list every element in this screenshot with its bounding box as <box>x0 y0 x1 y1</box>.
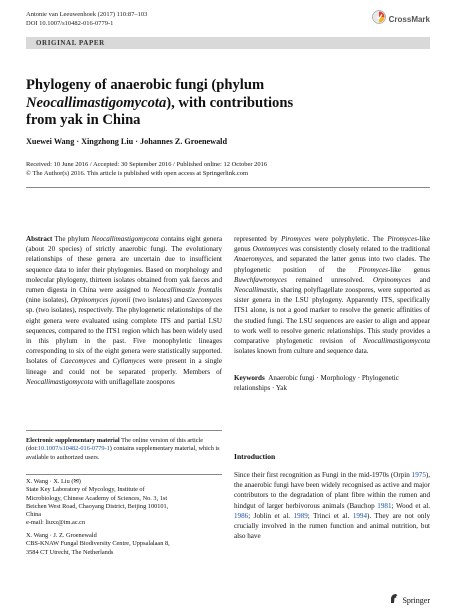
abstract-run: Caecomyces <box>186 296 223 305</box>
abstract-run: with uniflagellate zoospores <box>93 377 175 386</box>
abstract-run: contains eight genera (about 20 species) of strictly anaerobic fungi. The evolutionary relationships of these genera are uncertain due to insufficient sequence data to infer their phylogenies. Based on morphology and molecular phylogeny, thirteen isolates obtained from yak faeces and rumen digesta in China were assigned to <box>26 235 222 295</box>
affiliation-1-email[interactable]: e-mail: liuxz@im.ac.cn <box>26 519 86 527</box>
abstract-column-1 <box>26 234 222 387</box>
affiliation-1-line: China <box>26 511 42 519</box>
article-title <box>26 77 436 130</box>
intro-run: Since their first recognition as Fungi in the mid-1970s (Orpin <box>234 471 412 479</box>
abstract-run: -like genus <box>234 235 430 254</box>
doi-line: DOI 10.1007/s10482-016-0779-1 <box>26 19 114 27</box>
citation-link[interactable]: 1975 <box>411 471 426 479</box>
springer-logo <box>389 591 430 609</box>
esm-post: ) contains supplementary material, which is available to authorized users. <box>26 445 220 461</box>
abstract-run: Oontomyces <box>252 245 288 254</box>
affiliation-2-line: CBS-KNAW Fungal Biodiversity Centre, Uppsalalaan 8, <box>26 540 170 548</box>
abstract-run: -like genus <box>387 265 431 274</box>
affiliation-2-names: X. Wang · J. Z. Groenewald <box>26 532 97 539</box>
intro-run: ; Wood et al. <box>391 501 430 510</box>
affiliation-1-line: Beichen West Road, Chaoyang District, Beijing 100101, <box>26 502 169 510</box>
affiliation-1 <box>26 478 222 528</box>
affiliation-1-line: Microbiology, Chinese Academy of Sciences, No. 3, 1st <box>26 494 168 502</box>
author-list: Xuewei Wang · Xingzhong Liu · Johannes Z. Groenewald <box>26 137 228 146</box>
history-dates: Received: 10 June 2016 / Accepted: 30 September 2016 / Published online: 12 October 2016 <box>26 161 268 168</box>
intro-run: ; Joblin et al. <box>248 511 294 520</box>
abstract-run: were present in a single lineage and could not be separated properly. Members of <box>26 357 222 376</box>
springer-horse-icon <box>389 591 399 609</box>
abstract-run: Orpinomyces <box>373 275 411 284</box>
abstract-run: (nine isolates), <box>26 296 71 305</box>
abstract-run: remained unresolved. <box>286 275 373 284</box>
abstract-run: Caecomyces <box>60 357 96 366</box>
title-part-2: Neocallimastigomycota <box>26 94 167 111</box>
crossmark-icon <box>372 10 386 29</box>
esm-label: Electronic supplementary material <box>26 437 120 444</box>
intro-run: ), the anaerobic fungi have been widely recognised as active and major contributors to the degradation of plant fibre within the rumen and hindgut of larger herbivorous animals (Bauchop <box>234 471 430 510</box>
title-part-4: from yak in China <box>26 112 141 128</box>
abstract-text-1 <box>26 235 222 386</box>
journal-citation <box>26 11 147 28</box>
abstract-text-2 <box>234 235 430 355</box>
affiliation-1-line: State Key Laboratory of Mycology, Institute of <box>26 486 145 494</box>
abstract-run: Cyllamyces <box>112 357 146 366</box>
divider <box>26 187 430 188</box>
abstract-run: The phylum <box>52 235 92 243</box>
keywords-text: Anaerobic fungi · Morphology · Phylogenetic relationships · Yak <box>234 374 399 393</box>
keywords-label: Keywords <box>234 374 265 382</box>
affiliation-2-line: 3584 CT Utrecht, The Netherlands <box>26 548 114 556</box>
abstract-run: Neocallimastix frontalis <box>152 286 222 295</box>
crossmark-label: CrossMark <box>388 15 430 24</box>
abstract-run: Neocallimastigomycota <box>91 235 159 243</box>
article-type-label: ORIGINAL PAPER <box>36 39 105 47</box>
citation-link[interactable]: 1986 <box>234 511 249 520</box>
abstract-run: represented by <box>234 235 282 243</box>
intro-run: ). They are not only crucially involved in the rumen function and animal nutrition, but also have <box>234 511 430 541</box>
keywords <box>234 373 430 393</box>
abstract-run: , and separated the latter genus into two clades. The phylogenetic position of the <box>234 255 430 274</box>
abstract-run: and <box>95 357 113 366</box>
abstract-label: Abstract <box>26 235 53 243</box>
abstract-run: Piromyces <box>358 265 388 274</box>
introduction-heading: Introduction <box>234 452 276 461</box>
journal-line: Antonie van Leeuwenhoek (2017) 110:87–103 <box>26 11 148 18</box>
esm-pre: The online version of this article (doi: <box>26 437 204 453</box>
abstract-run: was consistently closely related to the traditional <box>287 245 430 254</box>
citation-link[interactable]: 1989 <box>293 511 308 520</box>
introduction-text <box>234 470 430 541</box>
affiliation-2 <box>26 532 222 557</box>
abstract-run: Piromyces <box>281 235 311 243</box>
abstract-run: were polyphyletic. The <box>310 235 388 243</box>
crossmark-badge[interactable] <box>372 10 430 29</box>
article-dates <box>26 161 267 178</box>
abstract-run: Orpinomyces joyonii <box>70 296 131 305</box>
abstract-run: Anaeromyces <box>234 255 272 264</box>
citation-link[interactable]: 1994 <box>352 511 367 520</box>
supplementary-note <box>26 437 222 462</box>
intro-run: ; Trinci et al. <box>307 511 353 520</box>
affiliation-1-names: X. Wang · X. Liu (✉) <box>26 478 81 485</box>
abstract-run: isolates known from culture and sequence data. <box>234 347 369 356</box>
abstract-run: (two isolates) and <box>130 296 187 305</box>
footnote-divider-2 <box>26 474 222 475</box>
springer-label: Springer <box>402 595 430 605</box>
copyright-line: © The Author(s) 2016. This article is published with open access at Springerlink.com <box>26 169 249 177</box>
abstract-run: Buwchfawromyces <box>234 275 287 284</box>
footnote-divider <box>26 430 222 431</box>
abstract-run: Piromyces <box>387 235 417 243</box>
abstract-run: Neocallimastigomycota <box>363 337 430 346</box>
abstract-run: , sharing polyflagellate zoospores, were supported as sister genera in the LSU phylogeny. Apparently ITS, specifically ITS1 alone, is not a good marker to resolve the generic affinities of the studied fungi. The LSU sequences are easier to align and appear to work well to resolve generic relationships. This study provides a comparative phylogenetic revision of <box>234 286 430 346</box>
abstract-run: and <box>410 275 430 284</box>
abstract-run: sp. (two isolates), respectively. The phylogenetic relationships of the eight genera were evaluated using complete ITS and partial LSU sequences, compared to the ITS1 region which has been widely used in this phylum in the past. Five monophyletic lineages corresponding to six of the eight genera were statistically supported. Isolates of <box>26 306 222 366</box>
esm-doi-link[interactable]: 10.1007/s10482-016-0779-1 <box>37 445 110 453</box>
citation-link[interactable]: 1981 <box>377 501 392 510</box>
title-part-1: Phylogeny of anaerobic fungi (phylum <box>26 77 265 93</box>
abstract-run: Neocallimastix <box>234 286 277 295</box>
abstract-run: Neocallimastigomycota <box>26 377 93 386</box>
title-part-3: ), with contributions <box>166 94 294 111</box>
abstract-column-2 <box>234 234 430 356</box>
article-type-banner <box>26 37 430 49</box>
